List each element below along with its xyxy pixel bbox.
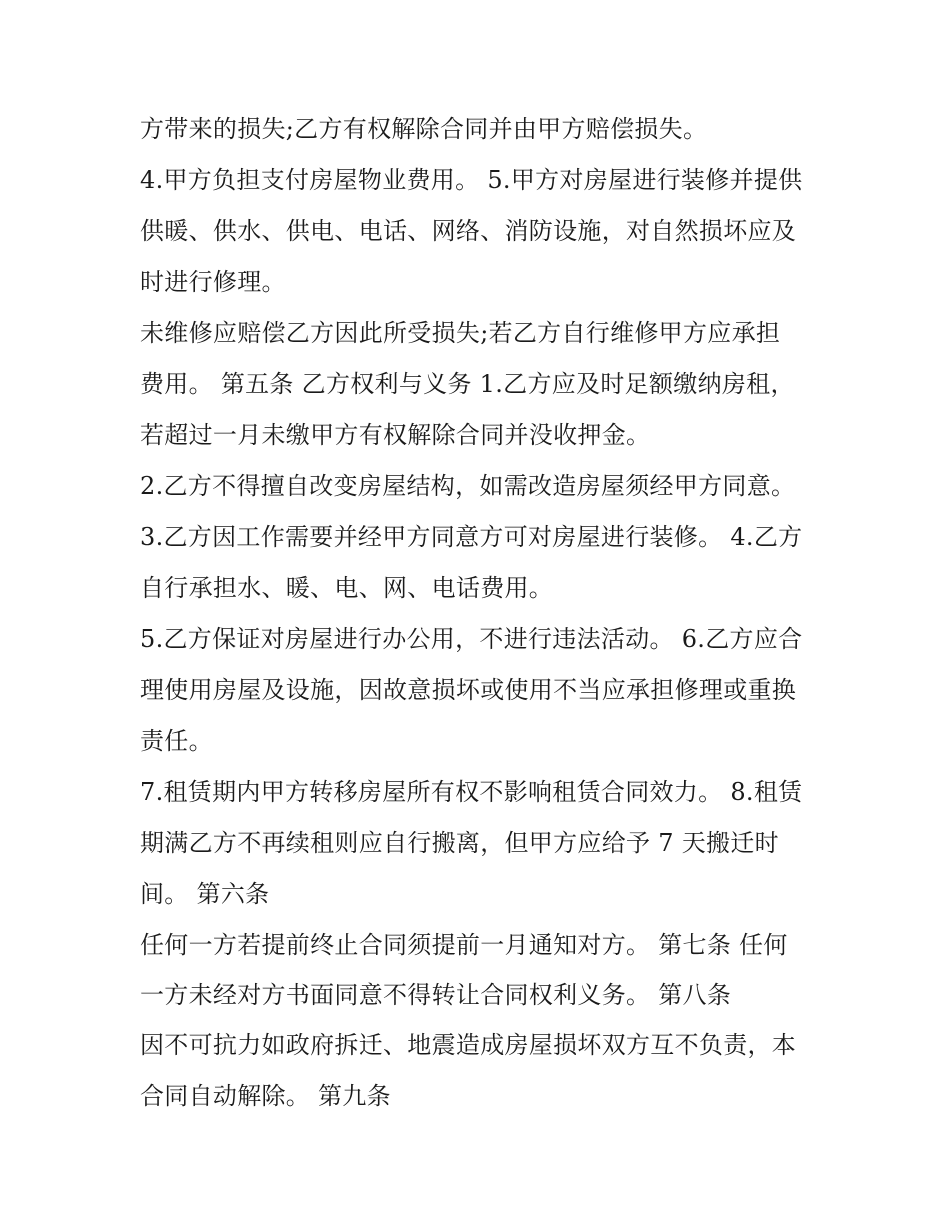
text-line: 时进行修理。 (140, 268, 286, 296)
text-line: 方带来的损失;乙方有权解除合同并由甲方赔偿损失。 (140, 115, 708, 143)
text-line: 4.甲方负担支付房屋物业费用。 5.甲方对房屋进行装修并提供 (140, 166, 803, 194)
text-line: 未维修应赔偿乙方因此所受损失;若乙方自行维修甲方应承担 (140, 319, 781, 347)
text-line: 间。 第六条 (140, 880, 270, 908)
text-line: 任何一方若提前终止合同须提前一月通知对方。 第七条 任何 (140, 931, 788, 959)
text-line: 若超过一月未缴甲方有权解除合同并没收押金。 (140, 421, 651, 449)
text-line: 合同自动解除。 第九条 (140, 1082, 391, 1110)
text-line: 2.乙方不得擅自改变房屋结构，如需改造房屋须经甲方同意。 (140, 472, 796, 500)
text-line: 因不可抗力如政府拆迁、地震造成房屋损坏双方互不负责，本 (140, 1031, 797, 1059)
text-line: 费用。 第五条 乙方权利与义务 1.乙方应及时足额缴纳房租， (140, 370, 795, 398)
text-line: 7.租赁期内甲方转移房屋所有权不影响租赁合同效力。 8.租赁 (140, 778, 803, 806)
text-line: 5.乙方保证对房屋进行办公用，不进行违法活动。 6.乙方应合 (140, 625, 803, 653)
text-line: 一方未经对方书面同意不得转让合同权利义务。 第八条 (140, 981, 732, 1009)
text-line: 3.乙方因工作需要并经甲方同意方可对房屋进行装修。 4.乙方 (140, 523, 803, 551)
text-line: 责任。 (140, 727, 213, 755)
text-line: 期满乙方不再续租则应自行搬离，但甲方应给予 7 天搬迁时 (140, 829, 779, 857)
text-line: 自行承担水、暖、电、网、电话费用。 (140, 574, 554, 602)
document-body (140, 104, 830, 1122)
text-line: 供暖、供水、供电、电话、网络、消防设施，对自然损坏应及 (140, 217, 797, 245)
text-line: 理使用房屋及设施，因故意损坏或使用不当应承担修理或重换 (140, 676, 797, 704)
